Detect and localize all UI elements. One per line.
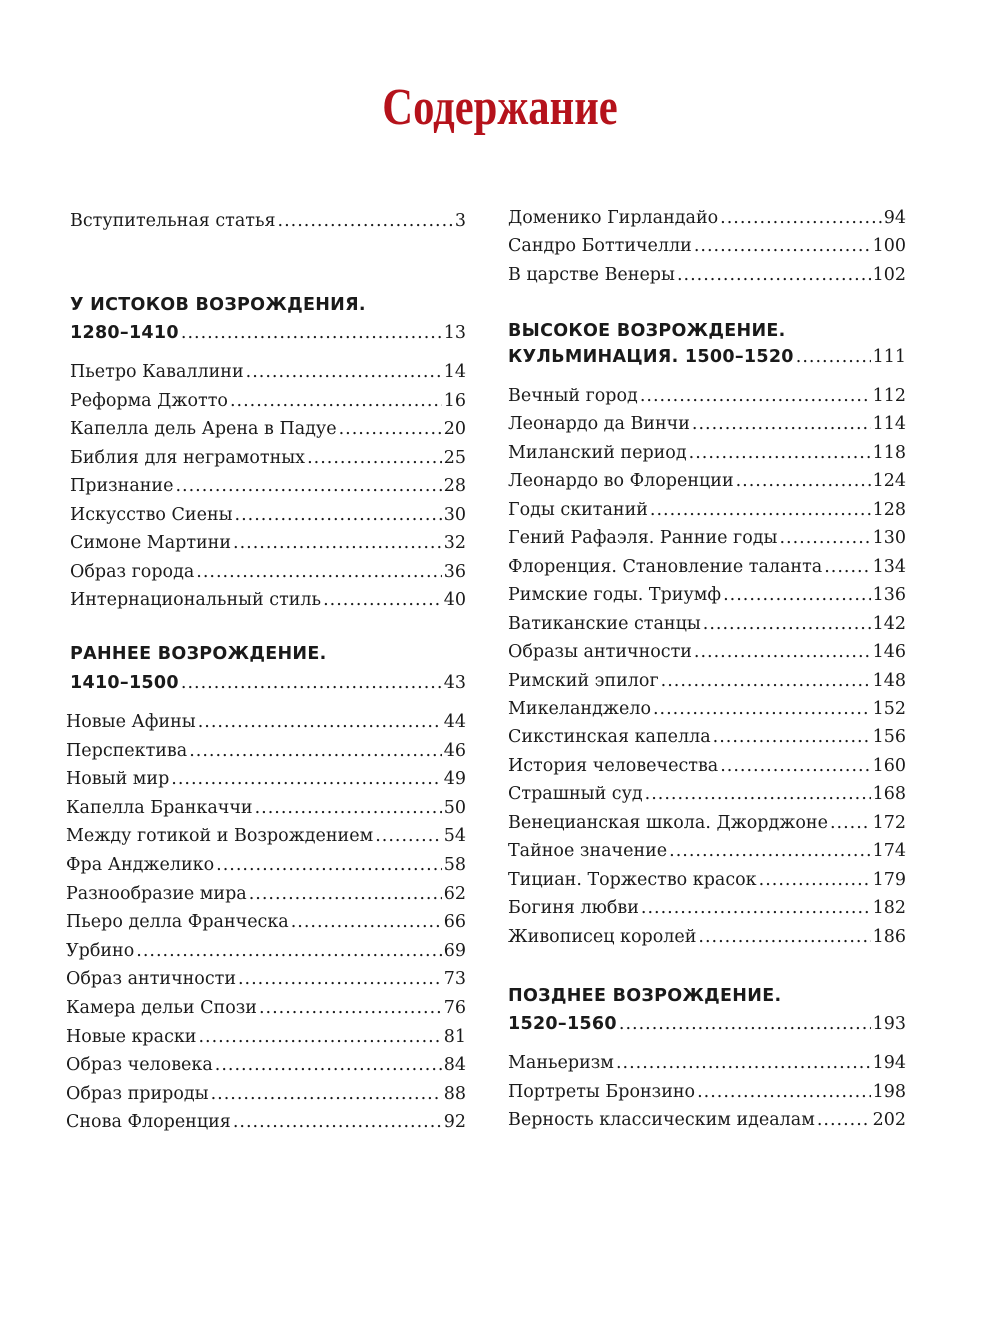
toc-entry-label: Леонардо да Винчи — [508, 414, 690, 435]
toc-entry[interactable] — [508, 264, 906, 286]
dot-leader — [713, 726, 871, 748]
toc-entry-label: Пьеро делла Франческа — [66, 912, 289, 933]
toc-entry-label: Капелла Бранкаччи — [66, 797, 253, 818]
toc-entry-page: 76 — [443, 998, 466, 1018]
toc-entry[interactable] — [70, 447, 466, 469]
toc-entry-label: Новые краски — [66, 1026, 197, 1047]
toc-entry[interactable] — [508, 235, 906, 257]
toc-entry[interactable] — [66, 825, 466, 847]
toc-entry-page: 194 — [872, 1053, 906, 1073]
dot-leader — [189, 740, 442, 762]
toc-entry[interactable] — [66, 797, 466, 819]
dot-leader — [723, 584, 871, 606]
toc-entry[interactable] — [66, 1083, 466, 1105]
toc-entry[interactable] — [70, 361, 466, 383]
toc-entry-label: Живописец королей — [508, 926, 697, 947]
dot-leader — [640, 385, 871, 407]
toc-entry[interactable] — [66, 768, 466, 790]
dot-leader — [817, 1109, 871, 1131]
toc-entry-page: 198 — [872, 1081, 906, 1102]
toc-entry-page: 54 — [443, 826, 466, 847]
toc-entry-label: Римский эпилог — [508, 670, 659, 691]
toc-entry-page: 182 — [872, 898, 906, 919]
toc-entry-label: Богиня любви — [508, 898, 639, 919]
dot-leader — [669, 840, 870, 862]
toc-entry-label: Реформа Джотто — [70, 390, 228, 411]
dot-leader — [694, 641, 871, 663]
toc-entry-page: 112 — [872, 386, 906, 406]
toc-entry-page: 160 — [872, 755, 906, 776]
dot-leader — [720, 755, 870, 777]
toc-entry[interactable] — [508, 755, 906, 777]
toc-entry-label: Фра Анджелико — [66, 855, 215, 875]
toc-entry-page: 62 — [443, 883, 466, 904]
toc-entry-page: 118 — [872, 442, 906, 463]
toc-entry[interactable] — [508, 442, 906, 464]
toc-entry-label: Образ природы — [66, 1083, 209, 1104]
toc-entry[interactable] — [508, 470, 906, 492]
toc-entry-page: 174 — [872, 841, 906, 862]
toc-entry[interactable] — [508, 783, 906, 805]
dot-leader — [230, 390, 442, 412]
dot-leader — [619, 1013, 871, 1035]
dot-leader — [694, 235, 871, 257]
dot-leader — [238, 968, 442, 990]
section-range-label: КУЛЬМИНАЦИЯ. 1500–1520 — [508, 347, 794, 367]
toc-entry-label: Римские годы. Триумф — [508, 585, 722, 606]
toc-entry-page: 69 — [443, 940, 466, 961]
dot-leader — [181, 672, 442, 694]
toc-entry[interactable] — [70, 589, 466, 611]
toc-entry[interactable] — [66, 883, 466, 905]
toc-entry[interactable] — [508, 499, 906, 521]
toc-entry-page: 49 — [443, 769, 466, 790]
toc-entry[interactable] — [508, 897, 906, 919]
toc-entry[interactable] — [70, 418, 466, 440]
toc-entry-label: Новый мир — [66, 769, 170, 790]
toc-entry-label: Сикстинская капелла — [508, 727, 711, 748]
toc-entry-page: 30 — [443, 504, 466, 525]
dot-leader — [246, 361, 442, 383]
toc-entry-page: 142 — [872, 613, 906, 634]
section-heading-2: РАННЕЕ ВОЗРОЖДЕНИЕ. — [70, 644, 327, 664]
toc-entry-page: 3 — [454, 211, 466, 231]
section-heading-1: У ИСТОКОВ ВОЗРОЖДЕНИЯ. — [70, 295, 366, 315]
dot-leader — [323, 589, 442, 611]
toc-entry-page: 146 — [872, 642, 906, 663]
toc-entry-page: 114 — [872, 414, 906, 435]
toc-entry[interactable] — [508, 556, 906, 578]
toc-entry-page: 111 — [872, 347, 906, 367]
toc-entry[interactable] — [508, 1052, 906, 1074]
toc-entry-page: 193 — [872, 1014, 906, 1034]
toc-entry-label: Интернациональный стиль — [70, 590, 322, 610]
dot-leader — [736, 470, 871, 492]
toc-entry-page: 94 — [883, 208, 906, 228]
toc-entry-page: 50 — [443, 797, 466, 818]
toc-entry[interactable] — [66, 997, 466, 1019]
toc-entry-label: Урбино — [66, 940, 135, 961]
toc-entry-label: Венецианская школа. Джорджоне — [508, 812, 828, 833]
dot-leader — [211, 1083, 442, 1105]
toc-entry-label: Между готикой и Возрождением — [66, 826, 374, 847]
toc-entry-label: Пьетро Каваллини — [70, 362, 244, 382]
dot-leader — [278, 210, 453, 232]
toc-entry-label: Маньеризм — [508, 1053, 614, 1073]
section-4-range[interactable] — [508, 1013, 906, 1035]
toc-entry-label: Тициан. Торжество красок — [508, 869, 757, 890]
toc-entry-page: 128 — [872, 499, 906, 520]
toc-entry-label: Верность классическим идеалам — [508, 1110, 815, 1130]
dot-leader — [136, 940, 441, 962]
dot-leader — [645, 783, 871, 805]
toc-entry[interactable] — [508, 527, 906, 549]
toc-entry-label: Доменико Гирландайо — [508, 208, 719, 228]
toc-entry[interactable] — [508, 613, 906, 635]
toc-entry-page: 43 — [443, 673, 466, 693]
toc-entry-page: 179 — [872, 869, 906, 890]
toc-entry-page: 148 — [872, 670, 906, 691]
toc-entry-page: 40 — [443, 590, 466, 610]
dot-leader — [759, 869, 871, 891]
toc-entry-label: Разнообразие мира — [66, 883, 247, 904]
section-3-range[interactable] — [508, 346, 906, 368]
toc-entry-page: 84 — [443, 1055, 466, 1076]
toc-entry[interactable] — [66, 1026, 466, 1048]
dot-leader — [339, 418, 442, 440]
toc-entry-page: 36 — [443, 561, 466, 582]
dot-leader — [216, 854, 442, 876]
toc-entry-label: Симоне Мартини — [70, 533, 232, 553]
dot-leader — [689, 442, 871, 464]
toc-entry[interactable] — [70, 504, 466, 526]
dot-leader — [661, 670, 871, 692]
toc-entry[interactable] — [508, 840, 906, 862]
section-range-label: 1520–1560 — [508, 1014, 617, 1034]
section-heading-4: ПОЗДНЕЕ ВОЗРОЖДЕНИЕ. — [508, 986, 782, 1006]
toc-entry-page: 88 — [443, 1083, 466, 1104]
toc-entry-page: 202 — [872, 1110, 906, 1130]
toc-entry-label: Леонардо во Флоренции — [508, 471, 734, 492]
toc-entry[interactable] — [508, 584, 906, 606]
toc-entry-page: 44 — [443, 712, 466, 732]
toc-entry-page: 16 — [443, 390, 466, 411]
toc-entry[interactable] — [508, 812, 906, 834]
toc-entry-page: 136 — [872, 585, 906, 606]
toc-entry-page: 32 — [443, 533, 466, 553]
toc-entry-label: В царстве Венеры — [508, 264, 675, 285]
toc-entry[interactable] — [70, 561, 466, 583]
toc-entry-page: 81 — [443, 1026, 466, 1047]
dot-leader — [171, 768, 441, 790]
toc-entry-page: 152 — [872, 698, 906, 719]
toc-entry-label: Вечный город — [508, 386, 638, 406]
toc-entry-label: Вступительная статья — [70, 211, 276, 231]
dot-leader — [779, 527, 870, 549]
toc-entry-label: Новые Афины — [66, 712, 196, 732]
dot-leader — [796, 346, 871, 368]
toc-entry[interactable] — [508, 1109, 906, 1131]
toc-entry-label: Портреты Бронзино — [508, 1081, 696, 1102]
toc-entry-page: 73 — [443, 969, 466, 990]
toc-entry[interactable] — [70, 532, 466, 554]
dot-leader — [720, 207, 882, 229]
toc-entry[interactable] — [508, 641, 906, 663]
dot-leader — [196, 561, 441, 583]
toc-entry-page: 134 — [872, 556, 906, 577]
toc-entry-label: Искусство Сиены — [70, 504, 233, 525]
toc-entry-label: История человечества — [508, 755, 719, 776]
toc-entry[interactable] — [66, 1054, 466, 1076]
section-heading-3: ВЫСОКОЕ ВОЗРОЖДЕНИЕ. — [508, 321, 786, 341]
toc-entry[interactable] — [66, 854, 466, 876]
toc-entry-page: 186 — [872, 926, 906, 947]
toc-entry-page: 168 — [872, 784, 906, 805]
toc-entry[interactable] — [508, 413, 906, 435]
dot-leader — [249, 883, 442, 905]
toc-entry-page: 46 — [443, 740, 466, 761]
dot-leader — [175, 475, 441, 497]
dot-leader — [375, 825, 442, 847]
toc-entry[interactable] — [508, 726, 906, 748]
toc-entry-page: 14 — [443, 362, 466, 382]
toc-entry-label: Сандро Боттичелли — [508, 236, 692, 257]
toc-entry[interactable] — [508, 926, 906, 948]
toc-entry[interactable] — [66, 1111, 466, 1133]
toc-entry-label: Камера дельи Спози — [66, 998, 257, 1018]
toc-entry-page: 172 — [872, 812, 906, 833]
toc-entry-page: 66 — [443, 912, 466, 933]
toc-entry-label: Образ человека — [66, 1055, 213, 1076]
dot-leader — [703, 613, 871, 635]
toc-entry[interactable] — [66, 940, 466, 962]
section-1-range[interactable] — [70, 322, 466, 344]
section-range-label: 1280–1410 — [70, 323, 179, 343]
toc-entry-label: Библия для неграмотных — [70, 447, 306, 468]
dot-leader — [692, 413, 871, 435]
toc-entry-label: Страшный суд — [508, 784, 643, 805]
dot-leader — [697, 1081, 871, 1103]
toc-entry-label: Флоренция. Становление таланта — [508, 556, 823, 577]
dot-leader — [653, 698, 871, 720]
toc-entry-label: Перспектива — [66, 740, 188, 761]
toc-entry-label: Признание — [70, 476, 174, 496]
toc-entry-label: Капелла дель Арена в Падуе — [70, 419, 337, 439]
toc-entry-label: Гений Рафаэля. Ранние годы — [508, 528, 778, 549]
toc-entry-page: 28 — [443, 476, 466, 496]
dot-leader — [233, 532, 442, 554]
section-2-range[interactable] — [70, 672, 466, 694]
toc-entry[interactable] — [508, 1081, 906, 1103]
toc-entry[interactable] — [70, 390, 466, 412]
dot-leader — [233, 1111, 442, 1133]
dot-leader — [181, 322, 442, 344]
dot-leader — [641, 897, 871, 919]
dot-leader — [677, 264, 871, 286]
dot-leader — [255, 797, 442, 819]
toc-entry-label: Образы античности — [508, 642, 692, 663]
toc-entry[interactable] — [508, 207, 906, 229]
dot-leader — [235, 504, 442, 526]
toc-entry-label: Микеланджело — [508, 698, 651, 719]
toc-entry-page: 102 — [872, 264, 906, 285]
dot-leader — [291, 911, 442, 933]
toc-entry-page: 25 — [443, 447, 466, 468]
toc-entry-page: 124 — [872, 471, 906, 492]
toc-entry-page: 130 — [872, 528, 906, 549]
toc-entry-label: Годы скитаний — [508, 499, 648, 520]
toc-entry-label: Образ античности — [66, 969, 236, 990]
page-title: Содержание — [382, 79, 618, 136]
toc-entry-page: 13 — [443, 323, 466, 343]
toc-entry-page: 20 — [443, 419, 466, 439]
toc-entry[interactable] — [66, 740, 466, 762]
dot-leader — [830, 812, 871, 834]
toc-entry-label: Тайное значение — [508, 841, 668, 862]
dot-leader — [215, 1054, 442, 1076]
dot-leader — [824, 556, 870, 578]
toc-entry[interactable] — [508, 385, 906, 407]
toc-entry[interactable] — [66, 911, 466, 933]
toc-entry[interactable] — [508, 670, 906, 692]
dot-leader — [198, 711, 442, 733]
dot-leader — [698, 926, 870, 948]
toc-entry-label: Миланский период — [508, 442, 687, 463]
section-range-label: 1410–1500 — [70, 673, 179, 693]
dot-leader — [650, 499, 871, 521]
toc-entry[interactable] — [70, 475, 466, 497]
toc-entry[interactable] — [508, 869, 906, 891]
toc-entry-label: Снова Флоренция — [66, 1112, 231, 1133]
toc-entry-intro[interactable] — [70, 210, 466, 232]
toc-entry[interactable] — [66, 968, 466, 990]
toc-entry-page: 58 — [443, 855, 466, 875]
toc-entry-page: 156 — [872, 727, 906, 748]
toc-entry-label: Ватиканские станцы — [508, 613, 701, 634]
dot-leader — [259, 997, 442, 1019]
dot-leader — [616, 1052, 871, 1074]
toc-entry-page: 92 — [443, 1112, 466, 1133]
dot-leader — [307, 447, 442, 469]
toc-entry[interactable] — [508, 698, 906, 720]
toc-entry-page: 100 — [872, 236, 906, 257]
dot-leader — [198, 1026, 441, 1048]
toc-entry[interactable] — [66, 711, 466, 733]
toc-entry-label: Образ города — [70, 561, 195, 582]
